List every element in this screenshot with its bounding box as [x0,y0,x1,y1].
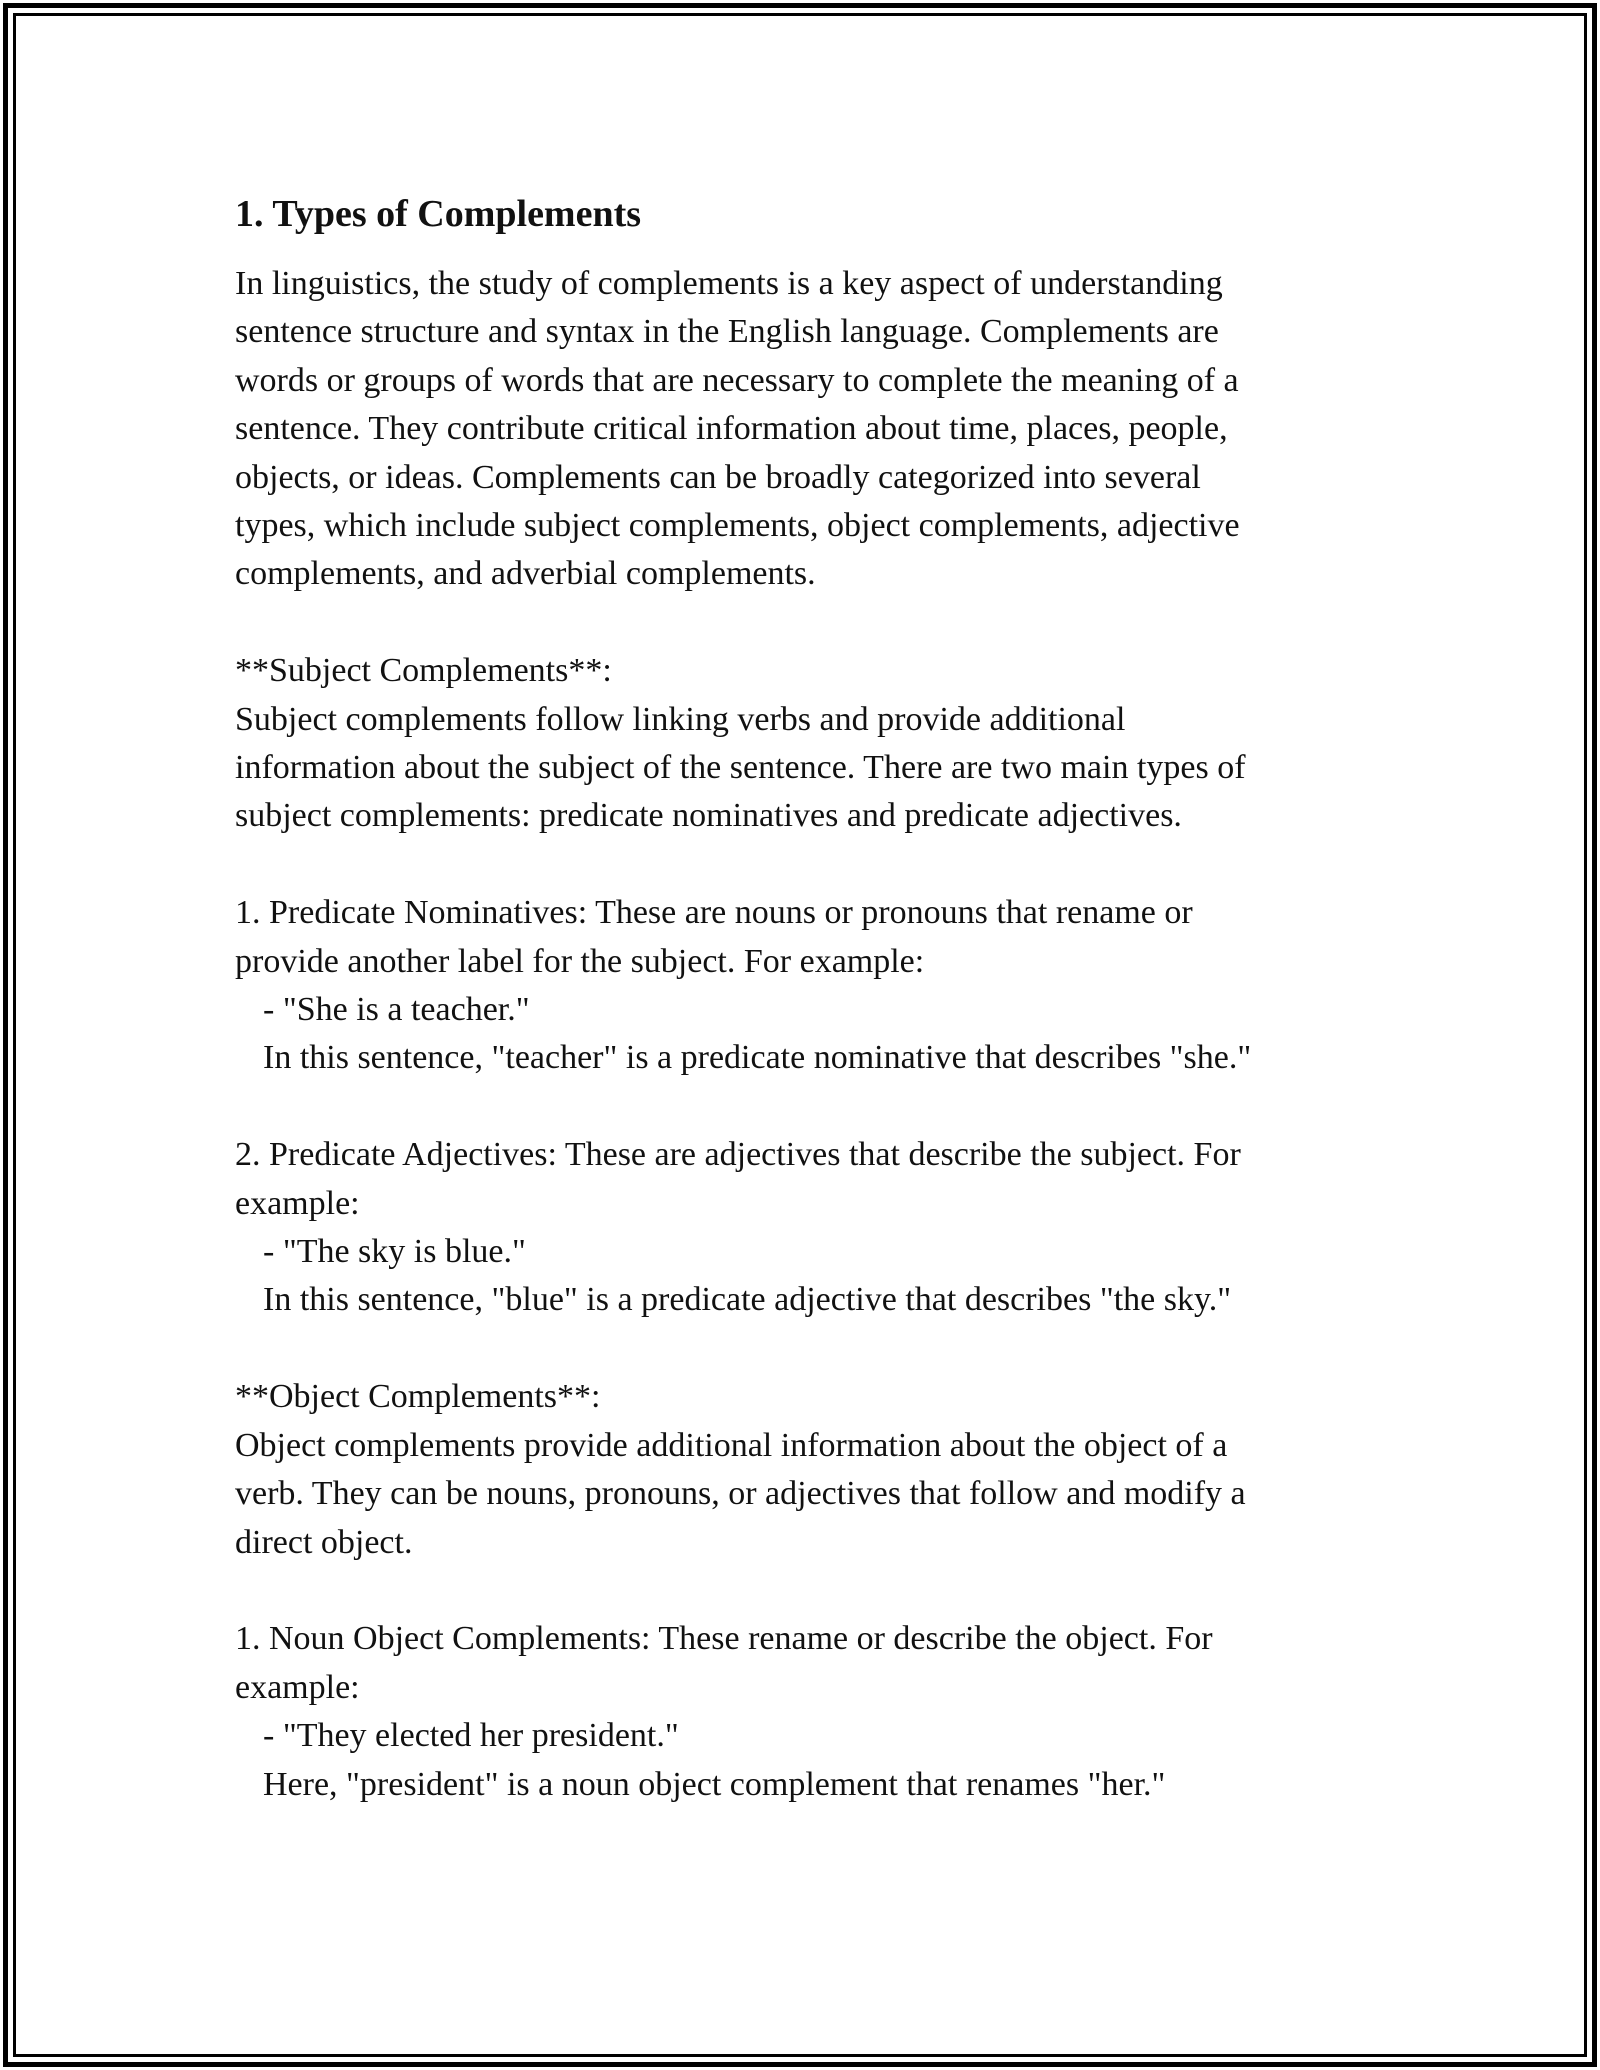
text-line: sentence. They contribute critical information about time, places, people, [235,410,1228,448]
text-line: complements, and adverbial complements. [235,555,816,593]
intro-paragraph [235,260,1365,599]
noun-object-complements-item [235,1615,1365,1809]
object-complements-heading: **Object Complements**: [235,1378,601,1416]
text-line: example: [235,1184,360,1222]
text-line: sentence structure and syntax in the English language. Complements are [235,313,1219,351]
object-complements-paragraph [235,1422,1365,1567]
text-line: 1. Noun Object Complements: These rename or describe the object. For [235,1620,1213,1658]
text-line: information about the subject of the sentence. There are two main types of [235,749,1246,787]
text-line: words or groups of words that are necessary to complete the meaning of a [235,361,1239,399]
example-explanation: In this sentence, "blue" is a predicate adjective that describes "the sky." [263,1281,1232,1319]
text-line: 2. Predicate Adjectives: These are adjectives that describe the subject. For [235,1136,1241,1174]
subject-complements-heading: **Subject Complements**: [235,652,612,690]
text-line: subject complements: predicate nominatives and predicate adjectives. [235,797,1182,835]
example-sentence: - "They elected her president." [263,1717,679,1755]
text-line: objects, or ideas. Complements can be broadly categorized into several [235,458,1201,496]
text-line: verb. They can be nouns, pronouns, or adjectives that follow and modify a [235,1475,1246,1513]
predicate-adjectives-item [235,1131,1365,1325]
predicate-nominatives-item [235,889,1365,1083]
text-line: direct object. [235,1523,413,1561]
section-title: 1. Types of Complements [235,193,642,235]
text-line: provide another label for the subject. For example: [235,942,925,980]
text-line: 1. Predicate Nominatives: These are nouns or pronouns that rename or [235,894,1193,932]
text-line: Object complements provide additional information about the object of a [235,1426,1228,1464]
example-sentence: - "The sky is blue." [263,1233,526,1271]
text-line: In linguistics, the study of complements is a key aspect of understanding [235,265,1223,302]
example-explanation: In this sentence, "teacher" is a predicate nominative that describes "she." [263,1039,1252,1077]
text-line: types, which include subject complements, object complements, adjective [235,507,1240,545]
text-line: Subject complements follow linking verbs and provide additional [235,700,1126,738]
text-line: example: [235,1668,360,1706]
document-body [235,186,1365,1809]
example-explanation: Here, "president" is a noun object complement that renames "her." [263,1765,1166,1803]
subject-complements-paragraph [235,696,1365,841]
example-sentence: - "She is a teacher." [263,991,530,1029]
